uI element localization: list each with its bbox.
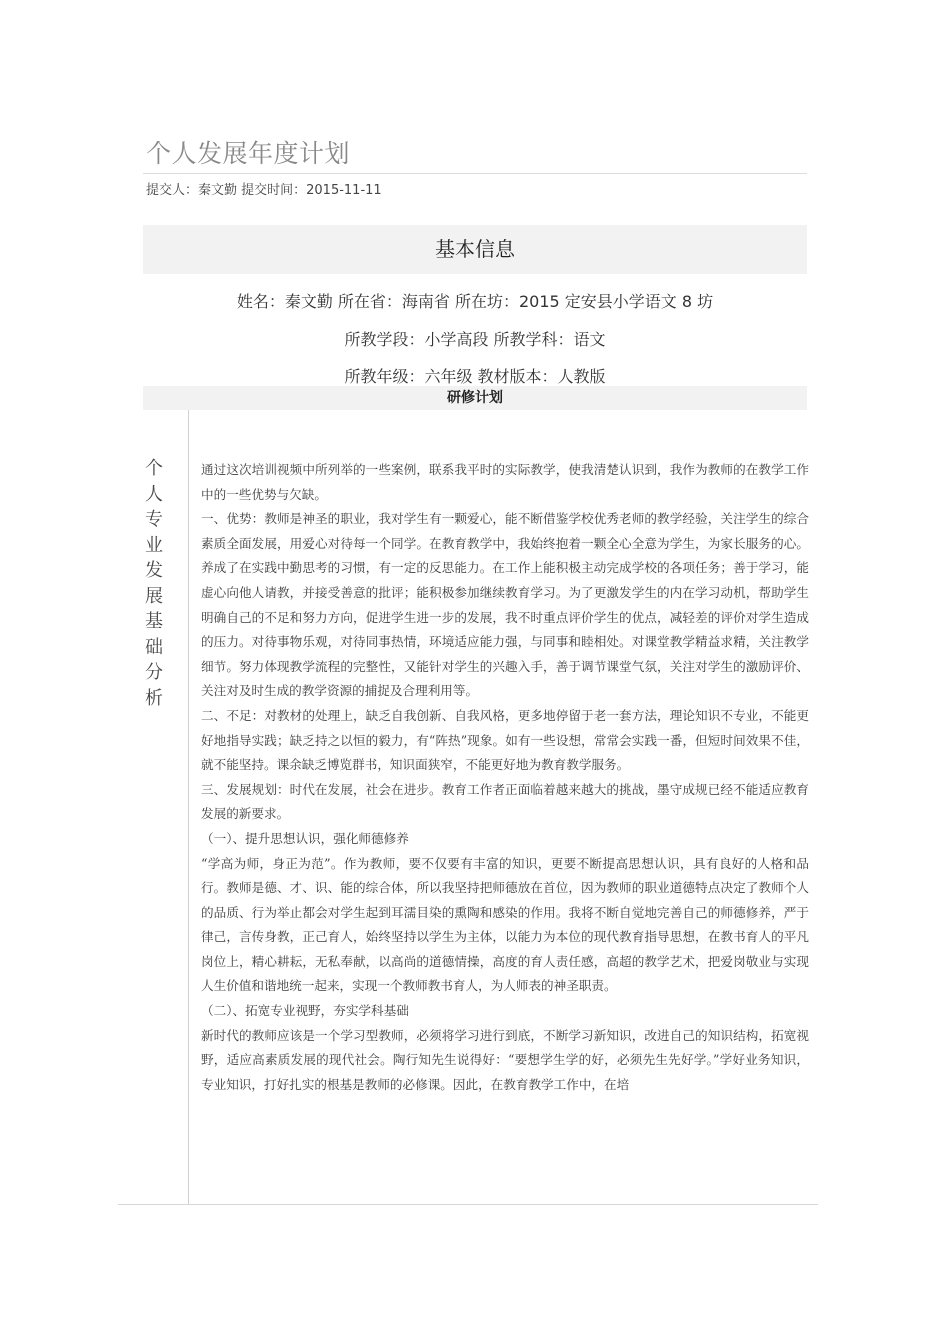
basic-info-line-name: 姓名：秦文勤 所在省：海南省 所在坊：2015 定安县小学语文 8 坊	[236, 292, 714, 311]
page-title: 个人发展年度计划	[146, 139, 351, 168]
basic-info-heading: 基本信息	[143, 225, 807, 274]
plan-paragraph-intro: 通过这次培训视频中所列举的一些案例，联系我平时的实际教学，使我清楚认识到，我作为教师的在教学工作中的一些优势与欠缺。	[201, 462, 809, 502]
plan-subheading-2: （二）、拓宽专业视野，夯实学科基础	[201, 1003, 409, 1019]
study-plan-heading: 研修计划	[143, 386, 807, 410]
basic-info-line-grade: 所教年级：六年级 教材版本：人教版	[344, 367, 606, 386]
basic-info-line-subject: 所教学段：小学高段 所教学科：语文	[344, 330, 606, 349]
submission-meta: 提交人：秦文勤 提交时间：2015-11-11	[146, 183, 382, 198]
plan-paragraph-development: 三、发展规划：时代在发展，社会在进步。教育工作者正面临着越来越大的挑战，墨守成规已经不能适应教育发展的新要求。	[201, 781, 809, 822]
title-divider	[143, 173, 807, 174]
plan-subheading-1: （一）、提升思想认识，强化师德修养	[201, 830, 409, 846]
plan-content	[201, 458, 809, 1097]
plan-paragraph-learning: 新时代的教师应该是一个学习型教师，必须将学习进行到底，不断学习新知识，改进自己的知识结构，拓宽视野，适应高素质发展的现代社会。陶行知先生说得好：“要想学生学的好，必须先生先好学。”学好业务知识，专业知识，打好扎实的根基是教师的必修课。因此，在教育教学工作中，在培	[201, 1027, 809, 1092]
plan-paragraph-weaknesses: 二、不足：对教材的处理上，缺乏自我创新、自我风格，更多地停留于老一套方法，理论知识不专业，不能更好地指导实践；缺乏持之以恒的毅力，有“阵热”现象。如有一些设想，常常会实践一番，但短时间效果不佳，就不能坚持。课余缺乏博览群书，知识面狭窄，不能更好地为教育教学服务。	[201, 707, 809, 773]
study-plan-table	[118, 410, 818, 1205]
column-divider	[188, 410, 189, 1204]
row-label: 个人专业发展基础分析	[145, 458, 163, 709]
plan-paragraph-strengths: 一、优势：教师是神圣的职业，我对学生有一颗爱心，能不断借鉴学校优秀老师的教学经验，关注学生的综合素质全面发展，用爱心对待每一个同学。在教育教学中，我始终抱着一颗全心全意为学生，为家长服务的心。养成了在实践中勤思考的习惯，有一定的反思能力。在工作上能积极主动完成学校的各项任务；善于学习，能虚心向他人请教，并接受善意的批评；能积极参加继续教育学习。为了更激发学生的内在学习动机，帮助学生明确自己的不足和努力方向，促进学生进一步的发展，我不时重点评价学生的优点，减轻差的评价对学生造成的压力。对待事物乐观，对待同事热情，环境适应能力强，与同事和睦相处。对课堂教学精益求精，关注教学细节。努力体现教学流程的完整性，又能针对学生的兴趣入手，善于调节课堂气氛，关注对学生的激励评价、关注对及时生成的教学资源的捕捉及合理利用等。	[201, 511, 809, 699]
plan-paragraph-ethics: “学高为师，身正为范”。作为教师，要不仅要有丰富的知识，更要不断提高思想认识，具有良好的人格和品行。教师是德、才、识、能的综合体，所以我坚持把师德放在首位，因为教师的职业道德特点决定了教师个人的品质、行为举止都会对学生起到耳濡目染的熏陶和感染的作用。我将不断自觉地完善自己的师德修养，严于律己，言传身教，正己育人，始终坚持以学生为主体，以能力为本位的现代教育指导思想，在教书育人的平凡岗位上，精心耕耘，无私奉献，以高尚的道德情操，高度的育人责任感，高超的教学艺术，把爱岗敬业与实现人生价值和谐地统一起来，实现一个教师教书育人，为人师表的神圣职责。	[201, 855, 809, 994]
